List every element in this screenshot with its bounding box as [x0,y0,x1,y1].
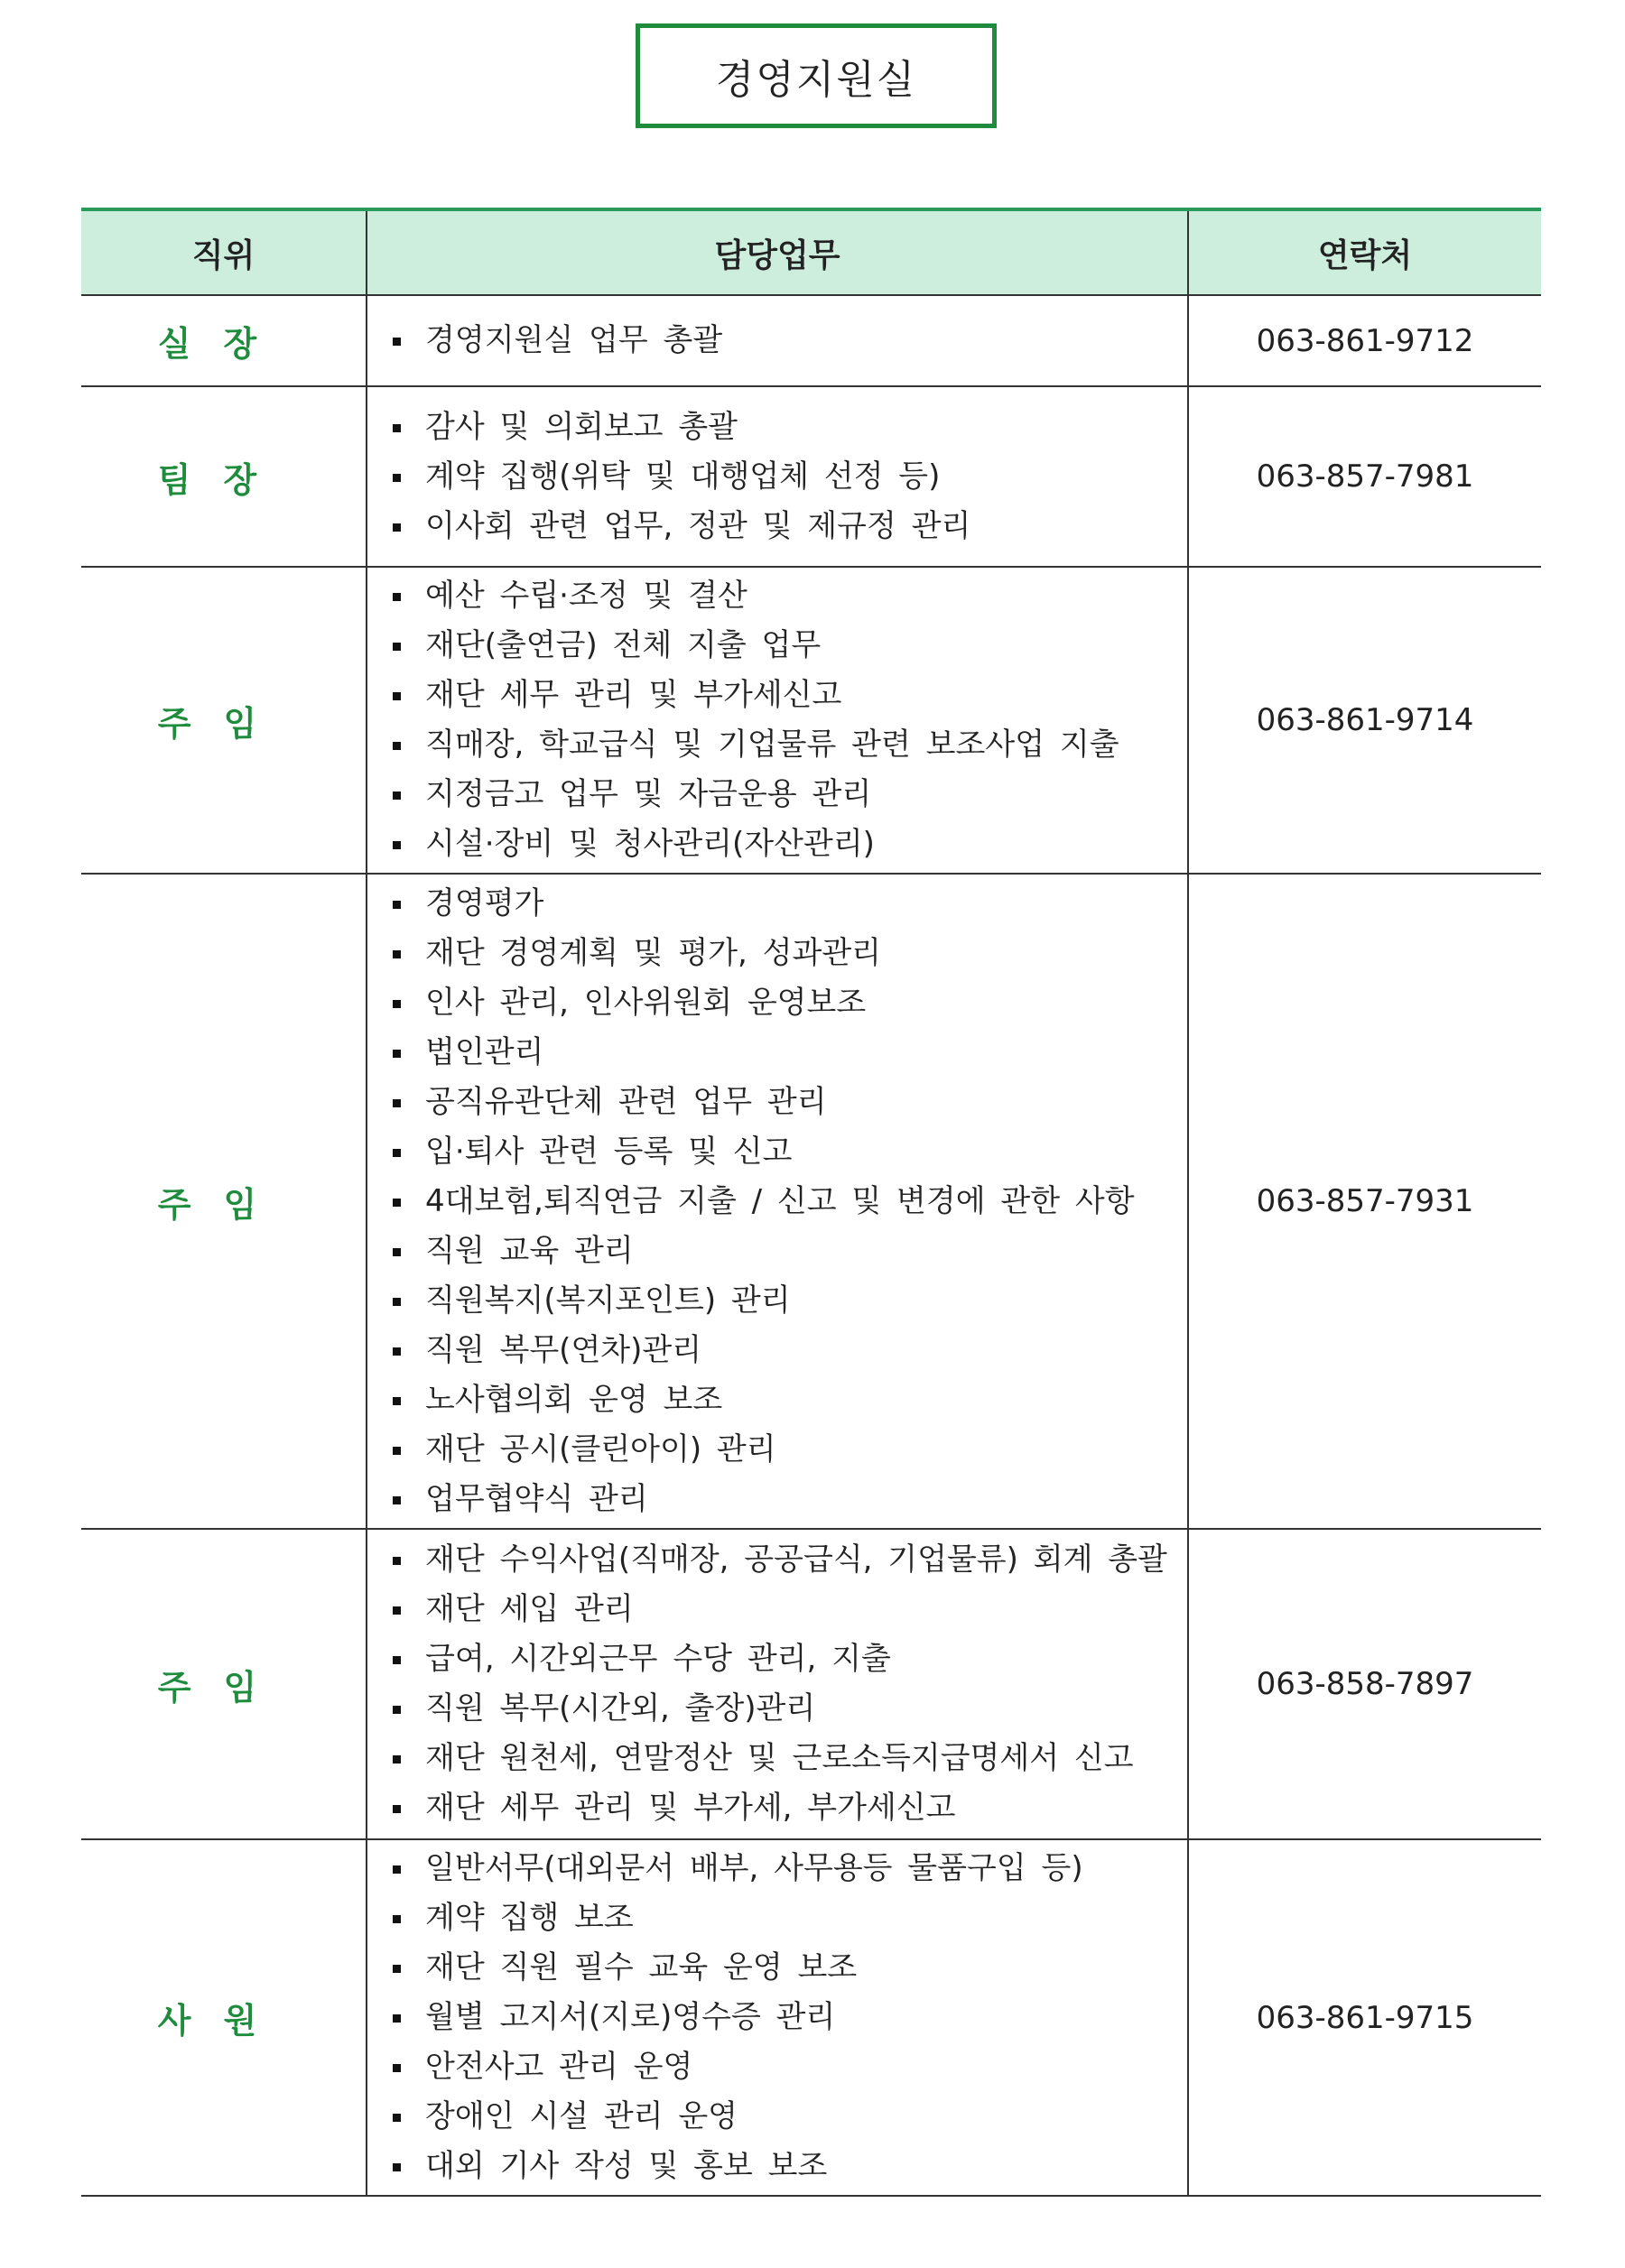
list-item: 재단 공시(클린아이) 관리 [389,1425,1187,1475]
duty-list [367,1532,1187,1837]
position-cell: 주임 [81,567,367,874]
position-cell: 실장 [81,295,367,386]
duties-cell [367,1839,1188,2196]
list-item: 입·퇴사 관련 등록 및 신고 [389,1127,1187,1177]
list-item: 재단 원천세, 연말정산 및 근로소득지급명세서 신고 [389,1734,1187,1783]
list-item: 계약 집행 보조 [389,1893,1187,1943]
list-item: 재단 세입 관리 [389,1585,1187,1634]
list-item: 감사 및 의회보고 총괄 [389,403,1187,452]
list-item: 법인관리 [389,1028,1187,1078]
duties-cell [367,386,1188,567]
header-contact: 연락처 [1188,209,1541,295]
list-item: 공직유관단체 관련 업무 관리 [389,1078,1187,1127]
table-row [81,1839,1541,2196]
list-item: 직원 복무(연차)관리 [389,1326,1187,1375]
list-item: 직원 복무(시간외, 출장)관리 [389,1684,1187,1734]
list-item: 경영평가 [389,879,1187,929]
table-row [81,295,1541,386]
list-item: 재단 수익사업(직매장, 공공급식, 기업물류) 회계 총괄 [389,1535,1187,1585]
list-item: 장애인 시설 관리 운영 [389,2092,1187,2142]
phone-cell: 063-857-7931 [1188,874,1541,1529]
position-cell: 주임 [81,874,367,1529]
duty-list [367,312,1187,369]
duties-cell [367,295,1188,386]
header-duties: 담당업무 [367,209,1188,295]
list-item: 계약 집행(위탁 및 대행업체 선정 등) [389,452,1187,502]
list-item: 업무협약식 관리 [389,1475,1187,1524]
duty-table [81,208,1541,2197]
position-cell: 주임 [81,1529,367,1839]
phone-cell: 063-861-9714 [1188,567,1541,874]
duty-list [367,875,1187,1528]
position-cell: 팀장 [81,386,367,567]
list-item: 인사 관리, 인사위원회 운영보조 [389,978,1187,1028]
header-position: 직위 [81,209,367,295]
position-cell: 사원 [81,1839,367,2196]
duty-list [367,1840,1187,2195]
list-item: 지정금고 업무 및 자금운용 관리 [389,770,1187,819]
list-item: 대외 기사 작성 및 홍보 보조 [389,2142,1187,2191]
phone-cell: 063-861-9712 [1188,295,1541,386]
list-item: 직매장, 학교급식 및 기업물류 관련 보조사업 지출 [389,720,1187,770]
duties-cell [367,1529,1188,1839]
list-item: 시설·장비 및 청사관리(자산관리) [389,819,1187,869]
list-item: 재단 경영계획 및 평가, 성과관리 [389,929,1187,978]
list-item: 노사협의회 운영 보조 [389,1375,1187,1425]
list-item: 이사회 관련 업무, 정관 및 제규정 관리 [389,502,1187,551]
list-item: 월별 고지서(지로)영수증 관리 [389,1993,1187,2042]
list-item: 4대보험,퇴직연금 지출 / 신고 및 변경에 관한 사항 [389,1177,1187,1227]
list-item: 재단(출연금) 전체 지출 업무 [389,621,1187,671]
table-row [81,1529,1541,1839]
duties-cell [367,874,1188,1529]
list-item: 급여, 시간외근무 수당 관리, 지출 [389,1634,1187,1684]
list-item: 재단 직원 필수 교육 운영 보조 [389,1943,1187,1993]
list-item: 예산 수립·조정 및 결산 [389,571,1187,621]
phone-cell: 063-861-9715 [1188,1839,1541,2196]
list-item: 재단 세무 관리 및 부가세, 부가세신고 [389,1783,1187,1833]
table-row [81,874,1541,1529]
duty-list [367,568,1187,873]
list-item: 직원 교육 관리 [389,1227,1187,1276]
table-row [81,567,1541,874]
list-item: 안전사고 관리 운영 [389,2042,1187,2092]
list-item: 직원복지(복지포인트) 관리 [389,1276,1187,1326]
page-title: 경영지원실 [636,23,997,128]
list-item: 재단 세무 관리 및 부가세신고 [389,671,1187,720]
duties-cell [367,567,1188,874]
phone-cell: 063-857-7981 [1188,386,1541,567]
list-item: 경영지원실 업무 총괄 [389,316,1187,366]
duty-list [367,399,1187,555]
table-row [81,386,1541,567]
phone-cell: 063-858-7897 [1188,1529,1541,1839]
list-item: 일반서무(대외문서 배부, 사무용등 물품구입 등) [389,1844,1187,1893]
table-header-row [81,209,1541,295]
